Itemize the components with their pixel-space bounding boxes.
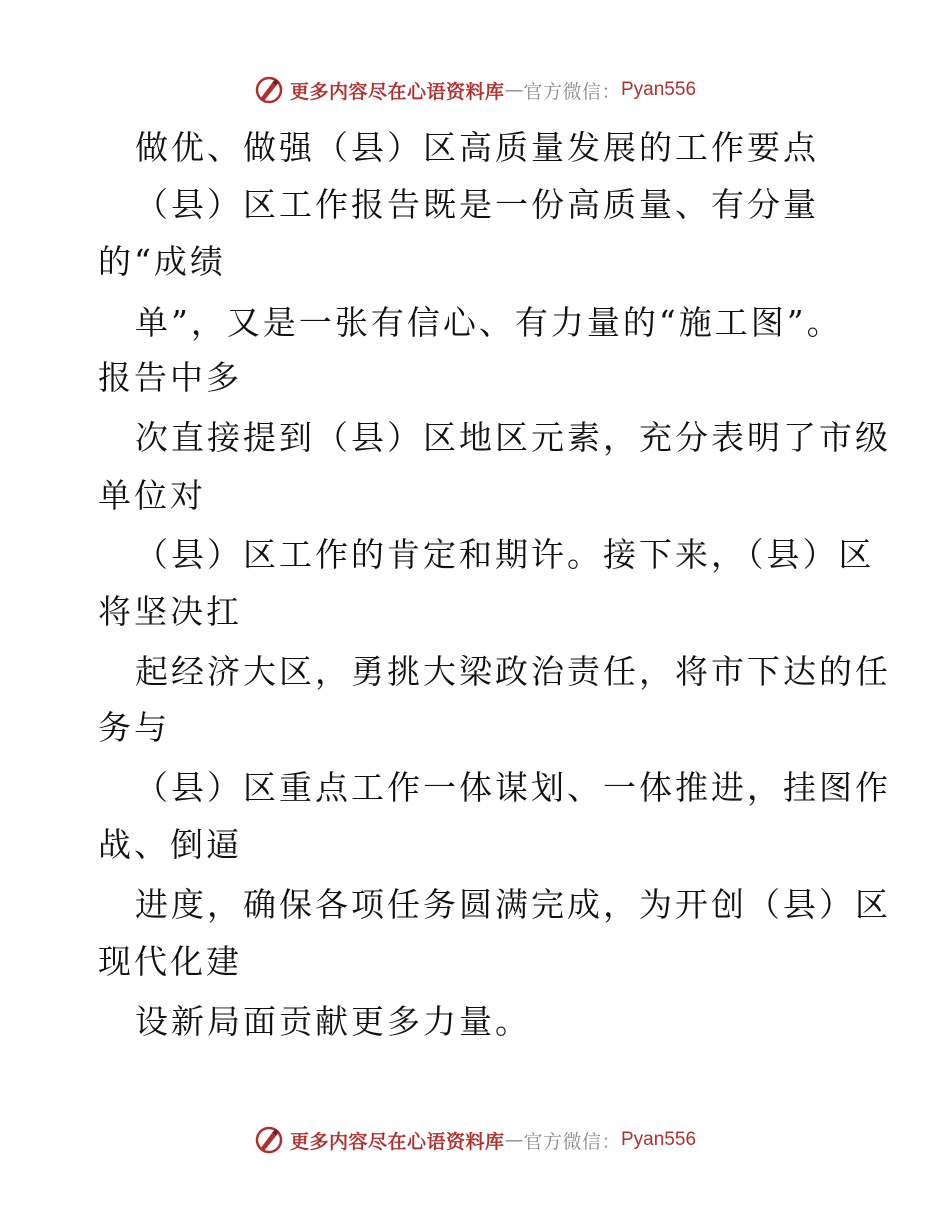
- header-text: 更多内容尽在心语资料库: [289, 80, 505, 103]
- header-banner: [0, 70, 950, 110]
- text-line: 设新局面贡献更多力量。: [135, 1002, 531, 1041]
- footer-banner: [0, 1120, 950, 1160]
- footer-suffix: 官方微信：: [523, 1130, 621, 1153]
- text-line: （县）区工作的肯定和期许。接下来，（县）区: [135, 535, 875, 574]
- text-line: 次直接提到（县）区地区元素，充分表明了市级: [135, 418, 891, 457]
- footer-separator: —: [504, 1129, 524, 1151]
- document-title: 做优、做强（县）区高质量发展的工作要点: [135, 128, 819, 167]
- header-id: Pyan556: [621, 79, 697, 100]
- footer-id: Pyan556: [621, 1129, 697, 1150]
- header-suffix: 官方微信：: [523, 80, 621, 103]
- text-line: 起经济大区，勇挑大梁政治责任，将市下达的任: [135, 652, 891, 691]
- text-line: （县）区重点工作一体谋划、一体推进，挂图作: [135, 768, 891, 807]
- footer-text: 更多内容尽在心语资料库: [289, 1130, 505, 1153]
- text-line: 进度，确保各项任务圆满完成，为开创（县）区: [135, 885, 891, 924]
- text-line: 单位对: [98, 476, 206, 515]
- text-line: 的“成绩: [98, 242, 226, 281]
- text-line: 现代化建: [98, 942, 242, 981]
- text-line: 战、倒逼: [98, 825, 242, 864]
- text-line: 将坚决扛: [98, 592, 242, 631]
- pen-logo-icon: [254, 75, 284, 105]
- header-separator: —: [504, 79, 524, 101]
- text-line: 务与: [98, 708, 170, 747]
- pen-logo-icon: [254, 1125, 284, 1155]
- text-line: 报告中多: [98, 358, 242, 397]
- text-line: （县）区工作报告既是一份高质量、有分量: [135, 185, 819, 224]
- text-line: 单”，又是一张有信心、有力量的“施工图”。: [135, 303, 843, 342]
